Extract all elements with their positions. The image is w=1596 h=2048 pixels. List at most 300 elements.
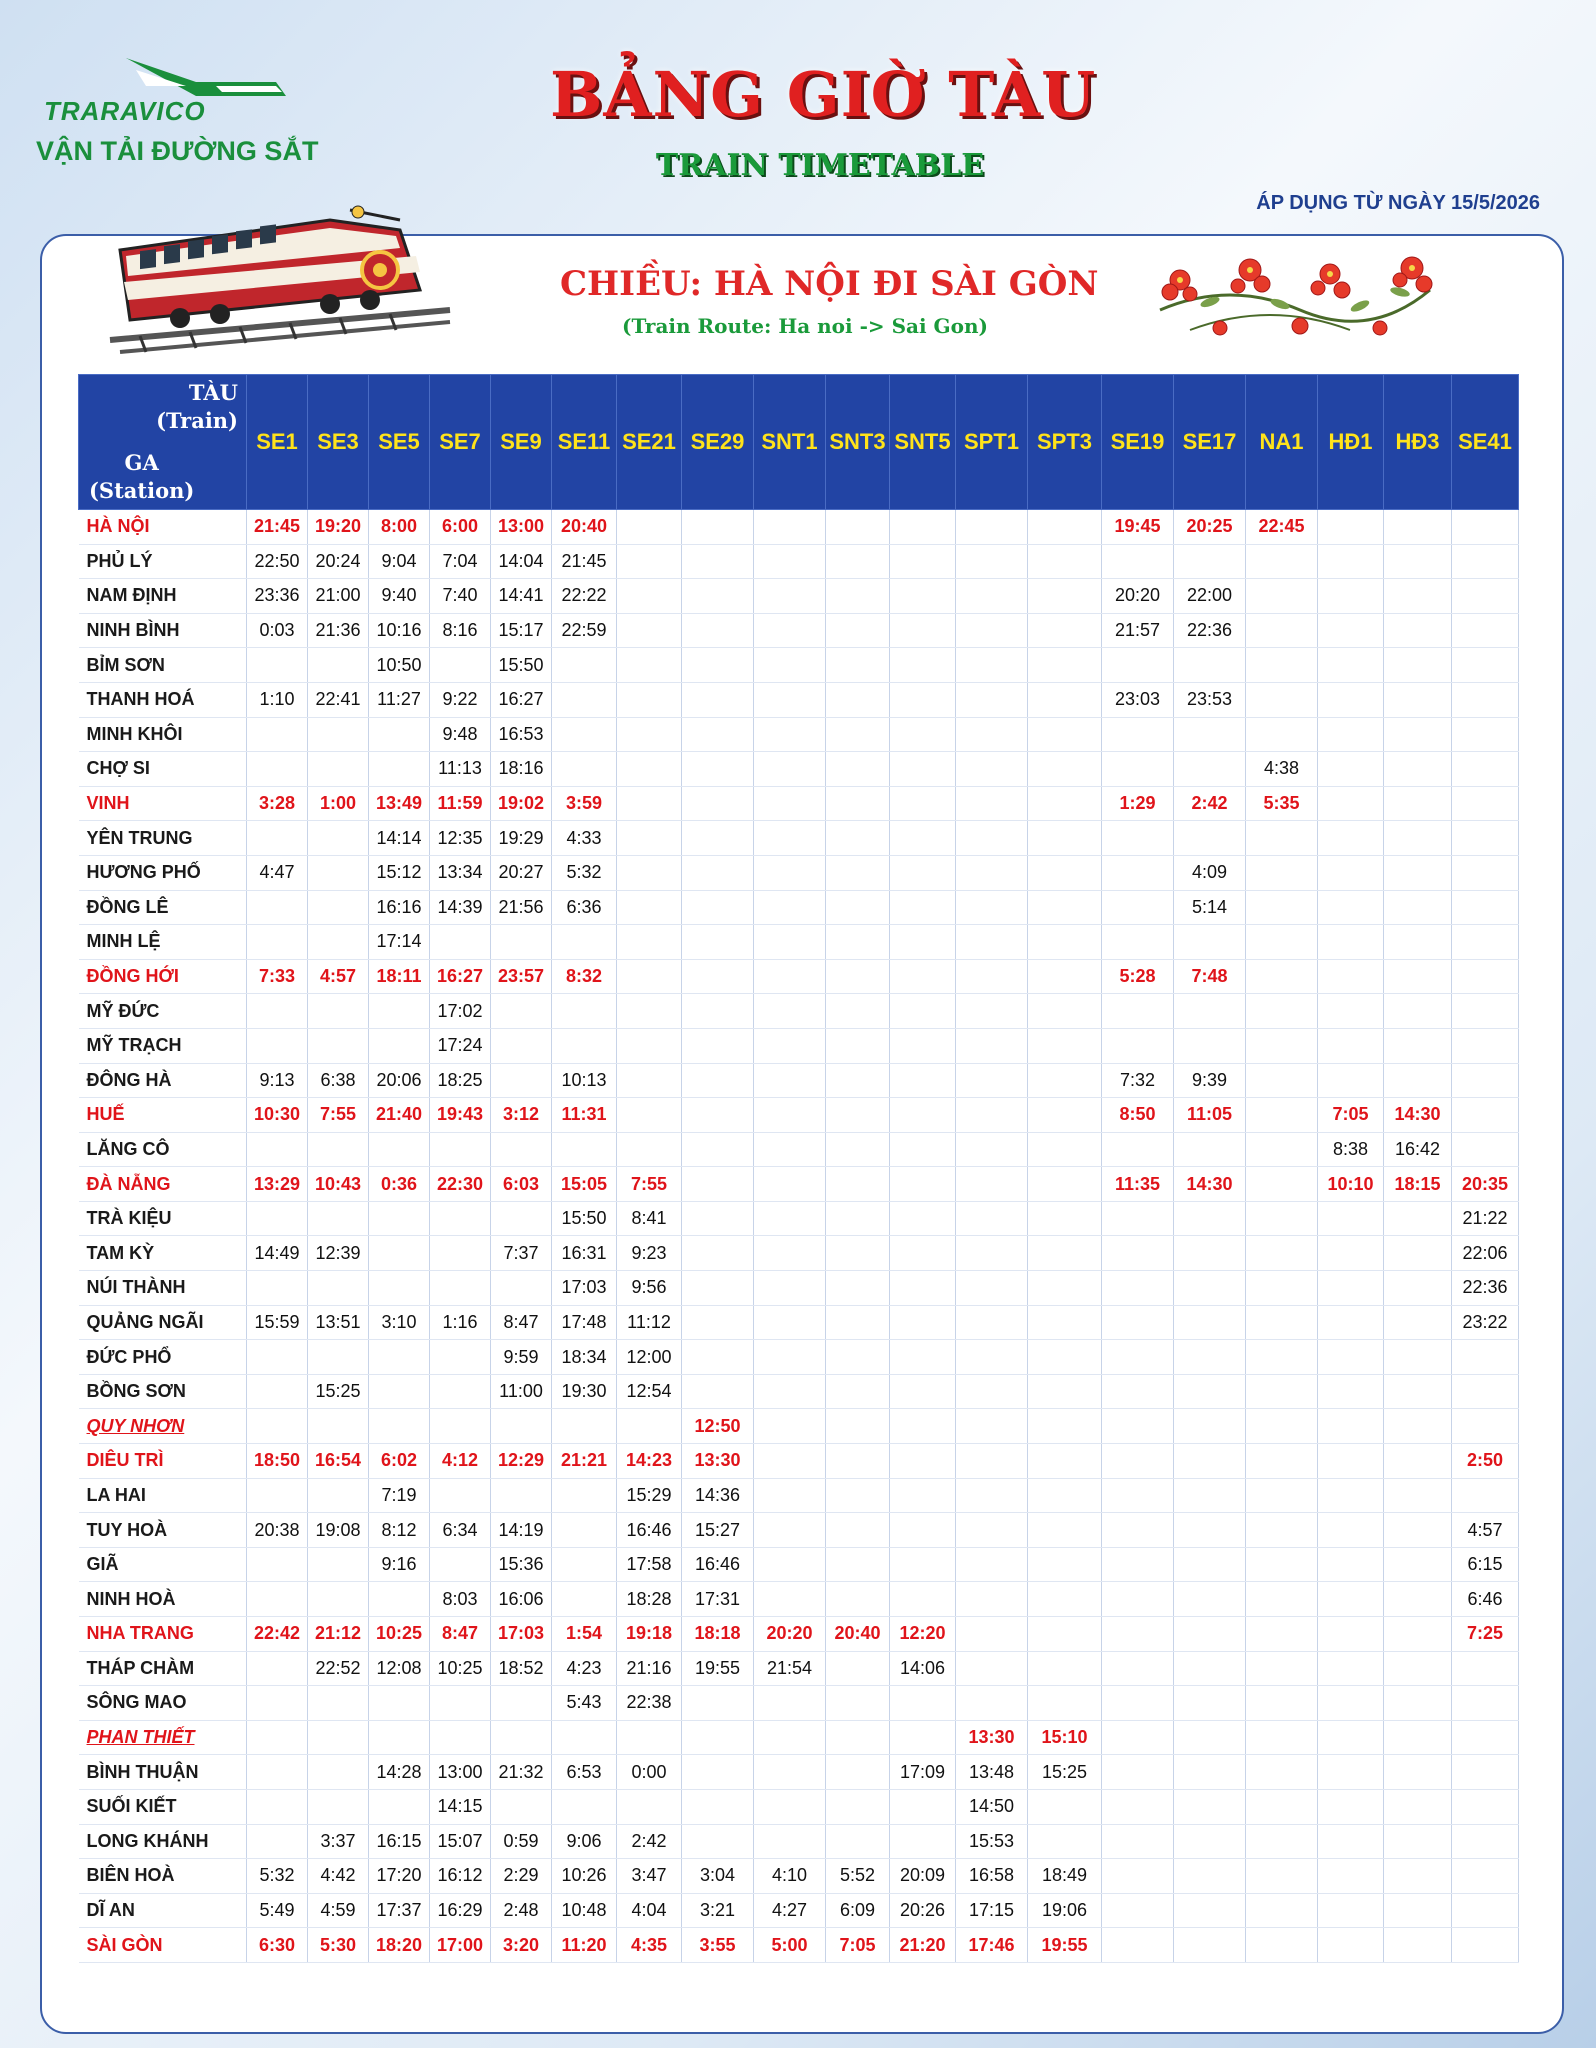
departure-time <box>1028 1824 1102 1859</box>
departure-time <box>1102 1028 1174 1063</box>
departure-time <box>1028 510 1102 545</box>
departure-time: 10:10 <box>1318 1167 1384 1202</box>
departure-time <box>890 1201 956 1236</box>
departure-time: 12:08 <box>369 1651 430 1686</box>
station-name: NINH BÌNH <box>79 613 247 648</box>
departure-time <box>682 1686 754 1721</box>
departure-time <box>1318 1478 1384 1513</box>
departure-time <box>754 1305 826 1340</box>
departure-time: 21:57 <box>1102 613 1174 648</box>
departure-time <box>956 1167 1028 1202</box>
departure-time <box>682 544 754 579</box>
departure-time <box>1318 613 1384 648</box>
station-name: DIÊU TRÌ <box>79 1444 247 1479</box>
departure-time <box>552 1582 617 1617</box>
station-name: PHỦ LÝ <box>79 544 247 579</box>
flower-decoration-icon <box>1150 240 1440 350</box>
departure-time <box>430 1340 491 1375</box>
departure-time <box>1102 1305 1174 1340</box>
departure-time <box>308 1582 369 1617</box>
departure-time <box>308 1755 369 1790</box>
departure-time <box>552 1132 617 1167</box>
departure-time <box>1318 1582 1384 1617</box>
departure-time <box>1246 1478 1318 1513</box>
departure-time: 1:10 <box>247 682 308 717</box>
departure-time: 0:00 <box>617 1755 682 1790</box>
departure-time: 5:49 <box>247 1893 308 1928</box>
departure-time: 20:40 <box>552 510 617 545</box>
departure-time <box>890 1582 956 1617</box>
departure-time <box>1028 1063 1102 1098</box>
departure-time: 3:04 <box>682 1859 754 1894</box>
departure-time <box>754 1686 826 1721</box>
page-subtitle: TRAIN TIMETABLE <box>655 148 985 183</box>
departure-time <box>552 1028 617 1063</box>
departure-time <box>754 648 826 683</box>
departure-time: 12:50 <box>682 1409 754 1444</box>
departure-time: 6:46 <box>1452 1582 1519 1617</box>
departure-time <box>890 510 956 545</box>
departure-time <box>826 1755 890 1790</box>
departure-time: 20:35 <box>1452 1167 1519 1202</box>
station-name: HƯƠNG PHỐ <box>79 855 247 890</box>
departure-time <box>369 1720 430 1755</box>
departure-time <box>369 1132 430 1167</box>
departure-time <box>369 1374 430 1409</box>
departure-time <box>754 1132 826 1167</box>
train-header: HĐ3 <box>1384 375 1452 510</box>
departure-time <box>1246 1893 1318 1928</box>
departure-time <box>552 1720 617 1755</box>
departure-time <box>682 1201 754 1236</box>
departure-time <box>308 648 369 683</box>
train-label-vi: TÀU <box>188 380 238 405</box>
station-name: PHAN THIẾT <box>79 1720 247 1755</box>
departure-time: 7:32 <box>1102 1063 1174 1098</box>
train-header: SNT5 <box>890 375 956 510</box>
departure-time <box>1174 1444 1246 1479</box>
departure-time <box>682 1374 754 1409</box>
departure-time <box>1318 994 1384 1029</box>
departure-time: 17:48 <box>552 1305 617 1340</box>
departure-time <box>247 1028 308 1063</box>
departure-time <box>491 1201 552 1236</box>
departure-time: 12:00 <box>617 1340 682 1375</box>
departure-time: 5:30 <box>308 1928 369 1963</box>
departure-time: 5:14 <box>1174 890 1246 925</box>
departure-time <box>1384 648 1452 683</box>
departure-time <box>308 1478 369 1513</box>
station-row <box>79 1478 1519 1513</box>
departure-time <box>1028 1236 1102 1271</box>
departure-time <box>1384 1236 1452 1271</box>
departure-time <box>1028 1513 1102 1548</box>
departure-time <box>956 1028 1028 1063</box>
departure-time: 9:13 <box>247 1063 308 1098</box>
departure-time <box>682 717 754 752</box>
departure-time <box>1028 1617 1102 1652</box>
departure-time <box>956 1617 1028 1652</box>
departure-time: 6:36 <box>552 890 617 925</box>
departure-time <box>1174 1755 1246 1790</box>
train-label-en: (Train) <box>156 408 238 433</box>
departure-time: 2:42 <box>1174 786 1246 821</box>
departure-time <box>1102 855 1174 890</box>
departure-time <box>617 544 682 579</box>
departure-time <box>1102 925 1174 960</box>
departure-time: 17:15 <box>956 1893 1028 1928</box>
departure-time <box>1384 752 1452 787</box>
departure-time <box>430 1547 491 1582</box>
departure-time: 6:03 <box>491 1167 552 1202</box>
departure-time: 5:00 <box>754 1928 826 1963</box>
departure-time <box>1452 1409 1519 1444</box>
departure-time: 13:51 <box>308 1305 369 1340</box>
departure-time: 20:20 <box>754 1617 826 1652</box>
departure-time <box>754 1271 826 1306</box>
departure-time <box>1384 1444 1452 1479</box>
departure-time: 2:48 <box>491 1893 552 1928</box>
station-name: NÚI THÀNH <box>79 1271 247 1306</box>
departure-time: 16:06 <box>491 1582 552 1617</box>
departure-time <box>754 752 826 787</box>
corner-header <box>79 375 247 510</box>
departure-time: 13:29 <box>247 1167 308 1202</box>
departure-time <box>1384 1686 1452 1721</box>
departure-time <box>369 1789 430 1824</box>
departure-time <box>682 648 754 683</box>
departure-time: 17:03 <box>552 1271 617 1306</box>
station-row <box>79 1271 1519 1306</box>
departure-time <box>1102 1236 1174 1271</box>
departure-time <box>754 613 826 648</box>
departure-time <box>1028 1478 1102 1513</box>
departure-time <box>754 1167 826 1202</box>
departure-time <box>1384 855 1452 890</box>
departure-time: 6:38 <box>308 1063 369 1098</box>
departure-time: 8:00 <box>369 510 430 545</box>
departure-time: 20:06 <box>369 1063 430 1098</box>
departure-time <box>491 1063 552 1098</box>
departure-time <box>890 1547 956 1582</box>
departure-time: 17:20 <box>369 1859 430 1894</box>
departure-time <box>1246 1028 1318 1063</box>
departure-time: 22:00 <box>1174 579 1246 614</box>
train-header: SNT1 <box>754 375 826 510</box>
departure-time <box>1384 925 1452 960</box>
departure-time: 20:25 <box>1174 510 1246 545</box>
departure-time <box>826 1340 890 1375</box>
departure-time <box>826 1374 890 1409</box>
station-label-en: (Station) <box>89 478 195 503</box>
departure-time <box>890 1686 956 1721</box>
departure-time: 21:32 <box>491 1755 552 1790</box>
departure-time <box>1318 1824 1384 1859</box>
departure-time <box>1384 1928 1452 1963</box>
departure-time: 23:03 <box>1102 682 1174 717</box>
departure-time: 9:40 <box>369 579 430 614</box>
departure-time: 22:45 <box>1246 510 1318 545</box>
departure-time: 18:25 <box>430 1063 491 1098</box>
departure-time <box>369 994 430 1029</box>
departure-time <box>1102 1824 1174 1859</box>
departure-time <box>1102 994 1174 1029</box>
departure-time: 6:02 <box>369 1444 430 1479</box>
departure-time <box>1102 1132 1174 1167</box>
departure-time <box>890 1513 956 1548</box>
station-row <box>79 579 1519 614</box>
departure-time <box>247 1789 308 1824</box>
departure-time: 19:43 <box>430 1098 491 1133</box>
departure-time <box>826 1789 890 1824</box>
departure-time <box>491 1409 552 1444</box>
departure-time <box>956 1305 1028 1340</box>
departure-time <box>826 1167 890 1202</box>
departure-time <box>1102 1547 1174 1582</box>
departure-time: 14:19 <box>491 1513 552 1548</box>
departure-time <box>1102 1686 1174 1721</box>
departure-time <box>1028 1271 1102 1306</box>
departure-time: 15:05 <box>552 1167 617 1202</box>
departure-time <box>1452 1478 1519 1513</box>
departure-time <box>1174 1582 1246 1617</box>
departure-time <box>826 821 890 856</box>
departure-time: 5:32 <box>552 855 617 890</box>
departure-time <box>826 1028 890 1063</box>
departure-time <box>552 648 617 683</box>
station-row <box>79 1686 1519 1721</box>
departure-time <box>1318 1686 1384 1721</box>
departure-time <box>1384 959 1452 994</box>
departure-time: 18:15 <box>1384 1167 1452 1202</box>
departure-time: 21:40 <box>369 1098 430 1133</box>
departure-time <box>1246 1755 1318 1790</box>
station-label-vi: GA <box>124 450 159 475</box>
departure-time: 0:36 <box>369 1167 430 1202</box>
departure-time <box>1452 1859 1519 1894</box>
departure-time: 21:45 <box>247 510 308 545</box>
departure-time <box>1102 1582 1174 1617</box>
departure-time <box>890 1720 956 1755</box>
departure-time: 15:17 <box>491 613 552 648</box>
station-row <box>79 544 1519 579</box>
station-row <box>79 1132 1519 1167</box>
departure-time <box>1384 821 1452 856</box>
departure-time <box>552 925 617 960</box>
departure-time <box>826 579 890 614</box>
departure-time: 4:38 <box>1246 752 1318 787</box>
departure-time <box>754 855 826 890</box>
departure-time: 18:52 <box>491 1651 552 1686</box>
departure-time <box>1174 1478 1246 1513</box>
departure-time <box>369 1582 430 1617</box>
departure-time <box>247 1478 308 1513</box>
departure-time <box>682 1305 754 1340</box>
station-row <box>79 1928 1519 1963</box>
departure-time <box>890 855 956 890</box>
departure-time <box>1384 1513 1452 1548</box>
departure-time <box>617 717 682 752</box>
departure-time <box>826 510 890 545</box>
station-name: ĐỨC PHỔ <box>79 1340 247 1375</box>
departure-time: 11:31 <box>552 1098 617 1133</box>
departure-time <box>1452 1928 1519 1963</box>
station-row <box>79 1893 1519 1928</box>
departure-time: 16:31 <box>552 1236 617 1271</box>
departure-time <box>1028 1374 1102 1409</box>
station-row <box>79 1236 1519 1271</box>
departure-time <box>754 1720 826 1755</box>
departure-time: 22:42 <box>247 1617 308 1652</box>
departure-time <box>1174 1928 1246 1963</box>
departure-time <box>1246 890 1318 925</box>
departure-time: 17:09 <box>890 1755 956 1790</box>
departure-time <box>430 1271 491 1306</box>
departure-time: 3:10 <box>369 1305 430 1340</box>
departure-time: 20:38 <box>247 1513 308 1548</box>
departure-time <box>1384 1409 1452 1444</box>
departure-time <box>754 1824 826 1859</box>
station-name: QUY NHƠN <box>79 1409 247 1444</box>
departure-time <box>247 1824 308 1859</box>
departure-time <box>1028 1305 1102 1340</box>
departure-time <box>1246 1236 1318 1271</box>
departure-time: 4:10 <box>754 1859 826 1894</box>
page-title: BẢNG GIỜ TÀU <box>550 58 1097 131</box>
departure-time <box>617 1789 682 1824</box>
departure-time <box>682 682 754 717</box>
departure-time <box>1102 544 1174 579</box>
departure-time: 20:24 <box>308 544 369 579</box>
departure-time: 14:30 <box>1384 1098 1452 1133</box>
departure-time <box>552 752 617 787</box>
departure-time: 9:56 <box>617 1271 682 1306</box>
departure-time <box>1246 1789 1318 1824</box>
departure-time <box>1384 1720 1452 1755</box>
departure-time <box>682 1028 754 1063</box>
departure-time <box>1318 1409 1384 1444</box>
station-row <box>79 717 1519 752</box>
departure-time: 16:15 <box>369 1824 430 1859</box>
departure-time: 16:16 <box>369 890 430 925</box>
departure-time <box>1246 1098 1318 1133</box>
station-name: ĐỒNG HỚI <box>79 959 247 994</box>
departure-time <box>1102 1374 1174 1409</box>
departure-time <box>430 1720 491 1755</box>
departure-time: 11:35 <box>1102 1167 1174 1202</box>
departure-time: 15:50 <box>491 648 552 683</box>
departure-time <box>1384 1028 1452 1063</box>
departure-time <box>308 994 369 1029</box>
departure-time <box>956 925 1028 960</box>
departure-time <box>826 1271 890 1306</box>
departure-time <box>1318 717 1384 752</box>
departure-time <box>617 1720 682 1755</box>
station-row <box>79 1755 1519 1790</box>
departure-time <box>682 1271 754 1306</box>
train-header: SE19 <box>1102 375 1174 510</box>
departure-time <box>1028 1409 1102 1444</box>
departure-time: 16:27 <box>491 682 552 717</box>
departure-time <box>552 1409 617 1444</box>
train-header: SPT3 <box>1028 375 1102 510</box>
departure-time: 7:05 <box>1318 1098 1384 1133</box>
departure-time: 21:54 <box>754 1651 826 1686</box>
departure-time: 7:48 <box>1174 959 1246 994</box>
departure-time <box>1452 648 1519 683</box>
station-row <box>79 1167 1519 1202</box>
departure-time: 10:16 <box>369 613 430 648</box>
departure-time: 16:29 <box>430 1893 491 1928</box>
departure-time <box>491 994 552 1029</box>
departure-time <box>956 544 1028 579</box>
departure-time: 0:59 <box>491 1824 552 1859</box>
departure-time: 13:48 <box>956 1755 1028 1790</box>
departure-time <box>308 1720 369 1755</box>
departure-time <box>826 1651 890 1686</box>
departure-time: 17:24 <box>430 1028 491 1063</box>
departure-time: 12:29 <box>491 1444 552 1479</box>
departure-time <box>1318 1444 1384 1479</box>
departure-time <box>308 1028 369 1063</box>
station-name: HÀ NỘI <box>79 510 247 545</box>
station-row <box>79 613 1519 648</box>
departure-time <box>1246 1617 1318 1652</box>
departure-time <box>826 1686 890 1721</box>
departure-time <box>1384 717 1452 752</box>
departure-time <box>369 752 430 787</box>
departure-time: 16:46 <box>617 1513 682 1548</box>
departure-time <box>956 786 1028 821</box>
departure-time <box>826 1305 890 1340</box>
departure-time: 22:38 <box>617 1686 682 1721</box>
station-row <box>79 1582 1519 1617</box>
departure-time <box>247 1755 308 1790</box>
departure-time: 19:45 <box>1102 510 1174 545</box>
departure-time <box>308 890 369 925</box>
station-row <box>79 1789 1519 1824</box>
departure-time: 2:42 <box>617 1824 682 1859</box>
departure-time: 3:47 <box>617 1859 682 1894</box>
departure-time: 4:57 <box>308 959 369 994</box>
station-name: TUY HOÀ <box>79 1513 247 1548</box>
departure-time <box>1028 1028 1102 1063</box>
station-name: LA HAI <box>79 1478 247 1513</box>
departure-time <box>754 510 826 545</box>
departure-time: 12:39 <box>308 1236 369 1271</box>
departure-time <box>1028 1789 1102 1824</box>
station-row <box>79 1409 1519 1444</box>
departure-time: 15:50 <box>552 1201 617 1236</box>
departure-time: 8:32 <box>552 959 617 994</box>
departure-time: 21:21 <box>552 1444 617 1479</box>
departure-time <box>1318 925 1384 960</box>
departure-time <box>1028 890 1102 925</box>
departure-time: 14:06 <box>890 1651 956 1686</box>
departure-time: 17:37 <box>369 1893 430 1928</box>
station-name: MINH KHÔI <box>79 717 247 752</box>
departure-time: 21:12 <box>308 1617 369 1652</box>
departure-time <box>754 1340 826 1375</box>
departure-time <box>617 994 682 1029</box>
station-name: SÔNG MAO <box>79 1686 247 1721</box>
departure-time: 21:56 <box>491 890 552 925</box>
departure-time <box>1102 1478 1174 1513</box>
departure-time: 7:37 <box>491 1236 552 1271</box>
departure-time: 22:50 <box>247 544 308 579</box>
departure-time: 8:47 <box>430 1617 491 1652</box>
departure-time: 14:50 <box>956 1789 1028 1824</box>
